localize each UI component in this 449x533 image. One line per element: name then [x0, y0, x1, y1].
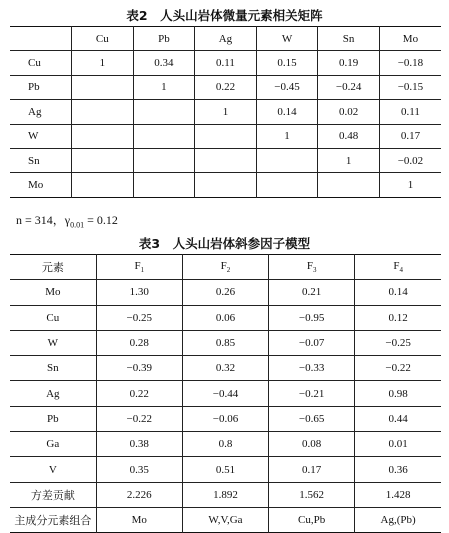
table3-title: 表3 人头山岩体斜参因子模型	[138, 236, 311, 251]
sample-note	[16, 211, 118, 229]
column-header: Sn	[318, 27, 380, 51]
table-cell: −0.33	[269, 356, 355, 381]
table-cell: −0.18	[379, 51, 441, 75]
table-cell: −0.39	[96, 356, 182, 381]
table-cell	[133, 100, 195, 124]
column-header	[10, 27, 72, 51]
table-cell	[195, 148, 257, 172]
table-row	[10, 51, 441, 75]
row-header-cell: 方差贡献	[10, 482, 96, 507]
table2-title: 表2 人头山岩体微量元素相关矩阵	[126, 8, 323, 23]
table-cell: 1.30	[96, 280, 182, 305]
factor-model-table	[10, 254, 441, 533]
table-row	[10, 406, 441, 431]
column-header-subscript: 3	[312, 266, 317, 275]
row-header-cell: Mo	[10, 173, 72, 197]
column-header: Cu	[72, 27, 134, 51]
note-subscript: 0.01	[70, 220, 85, 230]
table-cell: 0.98	[355, 381, 441, 406]
table-header-row	[10, 255, 441, 280]
table-cell: −0.02	[379, 148, 441, 172]
row-header-cell: Ag	[10, 381, 96, 406]
row-header-cell: Ag	[10, 100, 72, 124]
table-row	[10, 330, 441, 355]
table-header-row	[10, 27, 441, 51]
table-cell	[72, 148, 134, 172]
row-header-cell: W	[10, 330, 96, 355]
table-cell	[256, 173, 318, 197]
table-cell	[195, 173, 257, 197]
table-cell: −0.15	[379, 75, 441, 99]
table-cell: −0.07	[269, 330, 355, 355]
table-cell: 0.35	[96, 457, 182, 482]
table-cell: −0.25	[96, 305, 182, 330]
table-cell: −0.21	[269, 381, 355, 406]
table-cell: 0.06	[182, 305, 268, 330]
table-row	[10, 305, 441, 330]
table-cell	[133, 173, 195, 197]
table-cell: 0.8	[182, 432, 268, 457]
table-cell: 0.19	[318, 51, 380, 75]
table-cell: 0.28	[96, 330, 182, 355]
row-header-cell: Sn	[10, 356, 96, 381]
column-header-subscript: 1	[140, 266, 145, 275]
table-cell	[72, 173, 134, 197]
table-cell: 1	[133, 75, 195, 99]
table-cell: 0.08	[269, 432, 355, 457]
column-header-label: F	[134, 260, 141, 273]
column-header	[96, 255, 182, 280]
table-cell: −0.25	[355, 330, 441, 355]
table-cell: 1.428	[355, 482, 441, 507]
table-cell: −0.24	[318, 75, 380, 99]
table-cell: 1	[256, 124, 318, 148]
column-header-subscript: 2	[226, 266, 231, 275]
table-cell: 0.17	[269, 457, 355, 482]
column-header: Pb	[133, 27, 195, 51]
row-header-cell: Ga	[10, 432, 96, 457]
table-cell: 0.36	[355, 457, 441, 482]
table-cell	[256, 148, 318, 172]
table-cell	[133, 124, 195, 148]
column-header-label: F	[220, 260, 227, 273]
table-cell: 0.85	[182, 330, 268, 355]
column-header	[355, 255, 441, 280]
table-cell: 0.15	[256, 51, 318, 75]
table-cell: −0.95	[269, 305, 355, 330]
table-cell	[195, 124, 257, 148]
table-cell: Ag,(Pb)	[355, 507, 441, 532]
table-cell: W,V,Ga	[182, 507, 268, 532]
column-header	[182, 255, 268, 280]
table-row	[10, 432, 441, 457]
table-cell: 0.12	[355, 305, 441, 330]
table-row	[10, 457, 441, 482]
row-header-cell: Sn	[10, 148, 72, 172]
table-cell: 1	[72, 51, 134, 75]
table-row	[10, 75, 441, 99]
table-cell: 1	[379, 173, 441, 197]
row-header-cell: V	[10, 457, 96, 482]
table-row	[10, 381, 441, 406]
column-header: Ag	[195, 27, 257, 51]
column-header	[10, 255, 96, 280]
table-cell: 0.01	[355, 432, 441, 457]
table-cell: −0.44	[182, 381, 268, 406]
table-cell: 0.14	[355, 280, 441, 305]
row-header-cell: 主成分元素组合	[10, 507, 96, 532]
table-cell: 2.226	[96, 482, 182, 507]
column-header-subscript: 4	[399, 266, 403, 275]
table-cell: 0.51	[182, 457, 268, 482]
table-cell: 0.21	[269, 280, 355, 305]
column-header-label: 元素	[41, 261, 64, 275]
table-cell: −0.45	[256, 75, 318, 99]
row-header-cell: Pb	[10, 406, 96, 431]
table-cell: −0.22	[96, 406, 182, 431]
table-cell: Cu,Pb	[269, 507, 355, 532]
column-header: W	[256, 27, 318, 51]
row-header-cell: Pb	[10, 75, 72, 99]
row-header-cell: W	[10, 124, 72, 148]
table-cell: Mo	[96, 507, 182, 532]
table-cell: 0.38	[96, 432, 182, 457]
table-cell: −0.65	[269, 406, 355, 431]
table-row	[10, 507, 441, 532]
table-cell: −0.06	[182, 406, 268, 431]
table-cell	[72, 75, 134, 99]
table-row	[10, 482, 441, 507]
table-cell: 0.11	[195, 51, 257, 75]
row-header-cell: Cu	[10, 51, 72, 75]
table-cell	[72, 100, 134, 124]
table-cell: 0.48	[318, 124, 380, 148]
table-row	[10, 356, 441, 381]
table-row	[10, 173, 441, 197]
table-cell	[72, 124, 134, 148]
table-cell: 1.892	[182, 482, 268, 507]
correlation-matrix-table	[10, 26, 441, 198]
row-header-cell: Cu	[10, 305, 96, 330]
note-suffix: = 0.12	[84, 213, 118, 227]
table-cell: 0.17	[379, 124, 441, 148]
column-header-label: F	[306, 260, 313, 273]
table-cell: 1	[318, 148, 380, 172]
table-cell: 0.22	[195, 75, 257, 99]
table-row	[10, 148, 441, 172]
column-header-label: F	[393, 260, 400, 273]
column-header: Mo	[379, 27, 441, 51]
table-cell: 0.32	[182, 356, 268, 381]
note-prefix: n = 314，γ	[16, 213, 71, 227]
table-cell	[133, 148, 195, 172]
table-cell: 1.562	[269, 482, 355, 507]
table-cell: 1	[195, 100, 257, 124]
table-row	[10, 100, 441, 124]
column-header	[269, 255, 355, 280]
table-cell: 0.02	[318, 100, 380, 124]
table-cell: 0.11	[379, 100, 441, 124]
row-header-cell: Mo	[10, 280, 96, 305]
table-row	[10, 124, 441, 148]
table-cell	[318, 173, 380, 197]
table-cell: 0.14	[256, 100, 318, 124]
table-cell: 0.22	[96, 381, 182, 406]
table-cell: −0.22	[355, 356, 441, 381]
table-cell: 0.44	[355, 406, 441, 431]
table-cell: 0.26	[182, 280, 268, 305]
table-cell: 0.34	[133, 51, 195, 75]
table-row	[10, 280, 441, 305]
